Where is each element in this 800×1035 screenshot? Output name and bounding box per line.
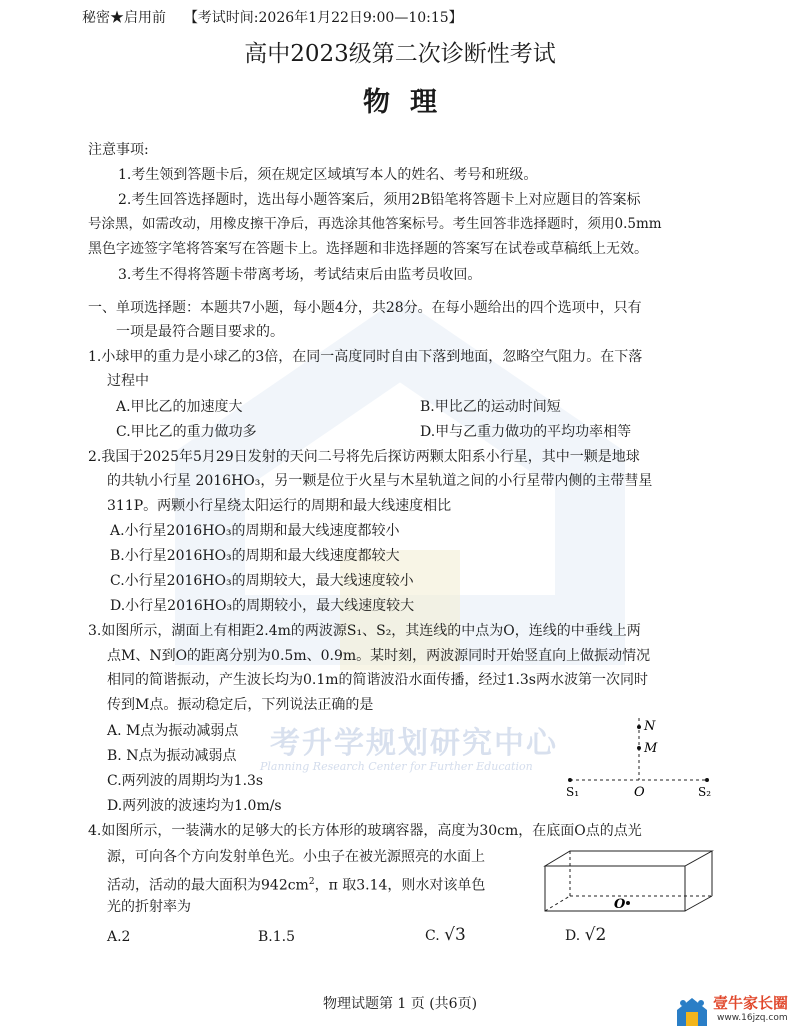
s2-label: S₂ (698, 785, 712, 799)
s1-point (568, 778, 572, 782)
light-source-point (626, 901, 630, 905)
notes-heading: 注意事项: (88, 142, 149, 158)
q2-stem-line-2: 的共轨小行星 2016HO₃，另一颗是位于火星与木星轨道之间的小行星带内侧的主带彗星 (107, 473, 653, 489)
n-label: N (644, 719, 656, 734)
section-1-line-2: 一项是最符合题目要求的。 (116, 324, 284, 340)
note-2-line-2: 号涂黑，如需改动，用橡皮擦干净后，再选涂其他答案标号。考生回答非选择题时，须用0.5mm (88, 216, 662, 232)
q2-stem-line-3: 311P。两颗小行星绕太阳运行的周期和最大线速度相比 (107, 498, 452, 514)
site-logo (673, 992, 795, 1030)
q3-option-d: D.两列波的波速均为1.0m/s (107, 798, 282, 814)
note-2-line-3: 黑色字迹签字笔将答案写在答题卡上。选择题和非选择题的答案写在试卷或草稿纸上无效。 (88, 241, 648, 257)
watermark-subtext: Planning Research Center for Further Education (260, 760, 533, 773)
q1-stem-line-2: 过程中 (107, 373, 149, 389)
hidden-left-edge (545, 896, 570, 911)
q1-option-b: B.甲比乙的运动时间短 (420, 399, 561, 415)
o-label: O (634, 785, 645, 800)
q3-option-a: A. M点为振动减弱点 (107, 723, 239, 739)
q4-option-c: C. √3 (425, 925, 466, 945)
note-2-line-1: 2.考生回答选择题时，选出每小题答案后，须用2B铅笔将答题卡上对应题目的答案标 (118, 192, 641, 208)
q2-option-d: D.小行星2016HO₃的周期较小，最大线速度较大 (110, 598, 415, 614)
watermark-text: 考升学规划研究中心 (270, 726, 558, 761)
q1-option-d: D.甲与乙重力做功的平均功率相等 (420, 424, 632, 440)
q4-container-figure (540, 848, 720, 918)
q3-option-c: C.两列波的周期均为1.3s (107, 773, 264, 789)
q3-stem-line-1: 3.如图所示，湖面上有相距2.4m的两波源S₁、S₂，其连线的中点为O，连线的中垂线上两 (88, 623, 641, 639)
q3-wave-figure (560, 710, 720, 810)
section-1-line-1: 一、单项选择题：本题共7小题，每小题4分，共28分。在每小题给出的四个选项中，只有 (88, 300, 642, 316)
container-bottom-right-edge (685, 896, 712, 911)
q1-option-c: C.甲比乙的重力做功多 (116, 424, 257, 440)
subject-title: 物理 (363, 87, 457, 118)
q4-option-b: B.1.5 (258, 929, 296, 945)
q4-stem-line-1: 4.如图所示，一装满水的足够大的长方体形的玻璃容器，高度为30cm，在底面O点的点光 (88, 823, 642, 839)
q2-stem-line-1: 2.我国于2025年5月29日发射的天问二号将先后探访两颗太阳系小行星，其中一颗是地球 (88, 449, 640, 465)
m-point (637, 746, 641, 750)
q2-option-b: B.小行星2016HO₃的周期和最大线速度都较大 (110, 548, 400, 564)
q3-stem-line-2: 点M、N到O的距离分别为0.5m、0.9m。某时刻，两波源同时开始竖直向上做振动情况 (107, 648, 651, 664)
page-footer: 物理试题第 1 页 (共6页) (322, 996, 478, 1012)
q3-stem-line-3: 相同的简谐振动，产生波长均为0.1m的简谐波沿水面传播，经过1.3s两水波第一次同时 (107, 672, 648, 688)
house-logo-icon (673, 994, 711, 1028)
q3-stem-line-4: 传到M点。振动稳定后，下列说法正确的是 (107, 697, 374, 713)
q2-option-c: C.小行星2016HO₃的周期较大，最大线速度较小 (110, 573, 414, 589)
q4-stem-line-4: 光的折射率为 (107, 899, 191, 915)
o-label: O (614, 897, 626, 912)
q4-option-a: A.2 (107, 929, 131, 945)
q4-stem-line-2: 源，可向各个方向发射单色光。小虫子在被光源照亮的水面上 (107, 849, 485, 865)
m-label: M (644, 741, 658, 756)
s2-point (705, 778, 709, 782)
q4-stem-line-3: 活动，活动的最大面积为$942cm^2$，π 取3.14，则水对该单色 (107, 877, 486, 894)
header-line (82, 9, 463, 27)
s1-label: S₁ (566, 785, 580, 799)
exam-title: 高中2023级第二次诊断性考试 (244, 41, 556, 67)
q1-option-a: A.甲比乙的加速度大 (116, 399, 243, 415)
q2-option-a: A.小行星2016HO₃的周期和最大线速度都较小 (110, 523, 400, 539)
secret-label: 秘密★启用前 (82, 10, 166, 26)
logo-url: www.16jzq.com (717, 1013, 788, 1023)
note-3: 3.考生不得将答题卡带离考场，考试结束后由监考员收回。 (118, 267, 482, 283)
q4-option-d: D. √2 (565, 925, 607, 945)
exam-time: 【考试时间:2026年1月22日9:00—10:15】 (183, 10, 463, 26)
q3-option-b: B. N点为振动减弱点 (107, 748, 237, 764)
logo-text: 壹牛家长圈 (713, 994, 789, 1012)
q1-stem-line-1: 1.小球甲的重力是小球乙的3倍，在同一高度同时自由下落到地面，忽略空气阻力。在下落 (88, 349, 643, 365)
note-1: 1.考生领到答题卡后，须在规定区域填写本人的姓名、考号和班级。 (118, 167, 538, 183)
n-point (637, 725, 641, 729)
